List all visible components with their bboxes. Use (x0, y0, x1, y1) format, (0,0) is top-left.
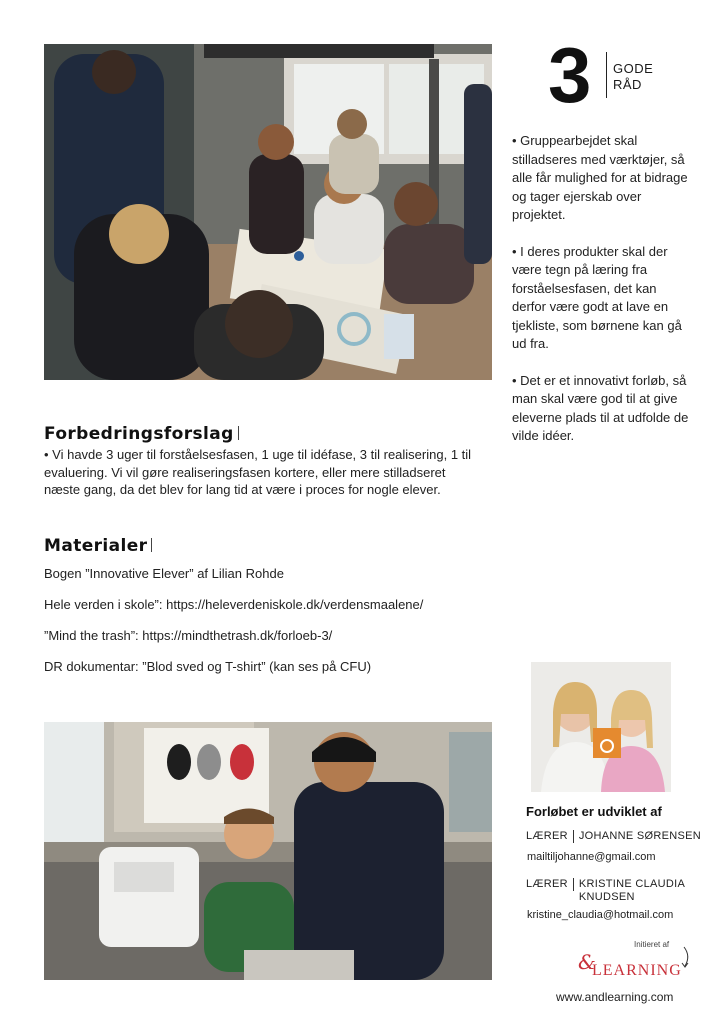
teachers-photo (531, 662, 671, 792)
brand-ampersand: & (578, 950, 596, 974)
teacher-row (526, 830, 701, 843)
tips-list (512, 132, 692, 464)
tips-divider (606, 52, 607, 98)
teacher-email[interactable]: mailtiljohanne@gmail.com (527, 851, 656, 863)
material-item: Hele verden i skole”: https://heleverdeniskole.dk/verdensmaalene/ (44, 597, 424, 612)
and-learning-logo[interactable] (578, 950, 682, 982)
credits-title: Forløbet er udviklet af (526, 804, 662, 819)
teacher-name: KRISTINE CLAUDIA KNUDSEN (578, 878, 685, 903)
teacher-email[interactable]: kristine_claudia@hotmail.com (527, 909, 674, 921)
brand-name: LEARNING (592, 962, 682, 979)
materials-heading-text: Materialer (44, 536, 148, 556)
website-link[interactable]: www.andlearning.com (556, 990, 674, 1004)
tip-item: • I deres produkter skal der være tegn på læring fra forståelsesfasen, det kan derfor være godt at lave en tjekliste, som børnene kan gå ud fra. (512, 243, 682, 351)
material-item: Bogen ”Innovative Elever” af Lilian Rohde (44, 566, 284, 581)
teacher-role: LÆRER (526, 830, 574, 843)
classroom-group-photo (44, 44, 492, 380)
tips-caption-line2: RÅD (613, 77, 642, 92)
material-item: ”Mind the trash”: https://mindthetrash.dk/forloeb-3/ (44, 628, 333, 643)
teacher-row (526, 878, 699, 904)
heading-bar (151, 538, 152, 552)
tip-item: • Gruppearbejdet skal stilladseres med værktøjer, så alle får mulighed for at bidrage og tager ejerskab over projektet. (512, 133, 688, 222)
improvements-heading-text: Forbedringsforslag (44, 424, 234, 444)
heading-bar (238, 426, 239, 440)
improvements-text: • Vi havde 3 uger til forståelsesfasen, 1 uge til idéfase, 3 til realisering, 1 til evaluering. Vi vil gøre realiseringsfasen kortere, eller mere stilladseret næste gang, da det blev for lang tid at være i proces for nogle elever. (44, 447, 472, 497)
tips-caption (613, 61, 653, 93)
materials-heading (44, 536, 152, 556)
initiated-by-label: Initieret af (634, 940, 670, 949)
teacher-role: LÆRER (526, 878, 574, 891)
improvements-heading (44, 424, 239, 444)
tips-caption-line1: GODE (613, 61, 654, 76)
tip-item: • Det er et innovativt forløb, så man skal være god til at give eleverne plads til at udfolde de vilde idéer. (512, 372, 689, 443)
material-item: DR dokumentar: ”Blod sved og T-shirt” (kan ses på CFU) (44, 659, 372, 674)
teacher-name: JOHANNE SØRENSEN (578, 830, 701, 842)
tips-number: 3 (548, 31, 590, 119)
workshop-sewing-photo (44, 722, 492, 980)
